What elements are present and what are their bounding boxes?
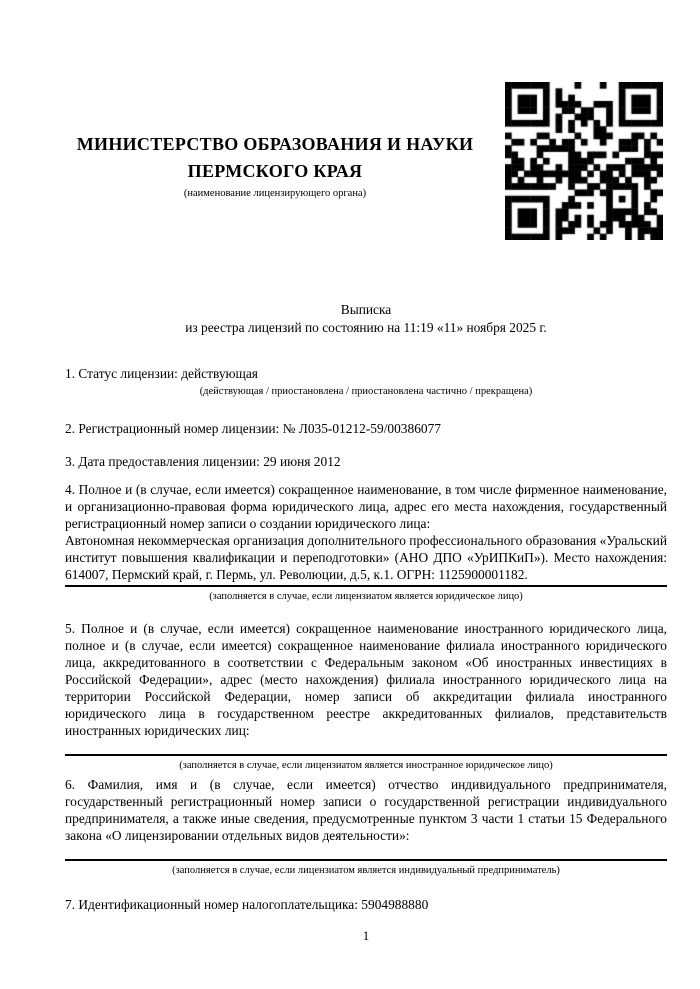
entrepreneur-section [65, 776, 667, 877]
ministry-name-line2: ПЕРМСКОГО КРАЯ [187, 161, 363, 181]
entrepreneur-caption: (заполняется в случае, если лицензиатом является индивидуальный предприниматель) [172, 865, 560, 876]
license-number-line: 2. Регистрационный номер лицензии: № Л035-01212-59/00386077 [65, 421, 441, 436]
foreign-entity-section [65, 620, 667, 772]
legal-entity-section [65, 481, 667, 603]
legal-entity-label: 4. Полное и (в случае, если имеется) сокращенное наименование, в том числе фирменное наименование, и организационно-правовая форма юридического лица, адрес его места нахождения, государственный регистрационный номер записи о создании юридического лица: [65, 482, 667, 531]
foreign-entity-fill-line [65, 754, 667, 756]
extract-date-line: из реестра лицензий по состоянию на 11:19 «11» ноября 2025 г. [185, 320, 547, 335]
qr-code-icon [505, 82, 663, 240]
page-number: 1 [362, 928, 370, 943]
ministry-header [65, 131, 485, 199]
license-status-caption: (действующая / приостановлена / приостановлена частично / прекращена) [199, 386, 533, 397]
foreign-entity-caption: (заполняется в случае, если лицензиатом является иностранное юридическое лицо) [179, 760, 553, 771]
taxpayer-number-line: 7. Идентификационный номер налогоплательщика: 5904988880 [65, 897, 429, 912]
license-date-line: 3. Дата предоставления лицензии: 29 июня 2012 [65, 454, 341, 469]
foreign-entity-label: 5. Полное и (в случае, если имеется) сокращенное наименование иностранного юридического лица, полное и (в случае, если имеется) сокращенное наименование филиала иностранного юридического лица, аккредитованного в соответствии с Федеральным законом «Об иностранных инвестициях в Российской Федерации», адрес (место нахождения) филиала иностранного юридического лица на территории Российской Федерации, номер записи об аккредитации филиала иностранного юридического лица в государственном реестре аккредитованных филиалов, представительств иностранных юридических лиц: [65, 621, 667, 738]
legal-entity-caption: (заполняется в случае, если лицензиатом является юридическое лицо) [209, 591, 523, 602]
legal-entity-value: Автономная некоммерческая организация дополнительного профессионального образования «Уральский институт повышения квалификации и переподготовки» (АНО ДПО «УрИПКиП»). Место нахождения: 614007, Пермский край, г. Пермь, ул. Революции, д.5, к.1. ОГРН: 1125900001182. [65, 533, 667, 582]
license-status-section [65, 365, 667, 398]
license-status-line: 1. Статус лицензии: действующая [65, 366, 258, 381]
entrepreneur-fill-line [65, 859, 667, 861]
legal-entity-fill-line [65, 585, 667, 587]
entrepreneur-label: 6. Фамилия, имя и (в случае, если имеется) отчество индивидуального предпринимателя, государственный регистрационный номер записи о государственной регистрации индивидуального предпринимателя, а также иные сведения, предусмотренные пунктом 3 части 1 статьи 15 Федерального закона «О лицензировании отдельных видов деятельности»: [65, 777, 667, 843]
ministry-name-line1: МИНИСТЕРСТВО ОБРАЗОВАНИЯ И НАУКИ [76, 134, 474, 154]
ministry-caption: (наименование лицензирующего органа) [183, 188, 367, 199]
extract-title-block [65, 301, 667, 337]
ministry-name [65, 131, 485, 185]
extract-title: Выписка [340, 302, 392, 317]
